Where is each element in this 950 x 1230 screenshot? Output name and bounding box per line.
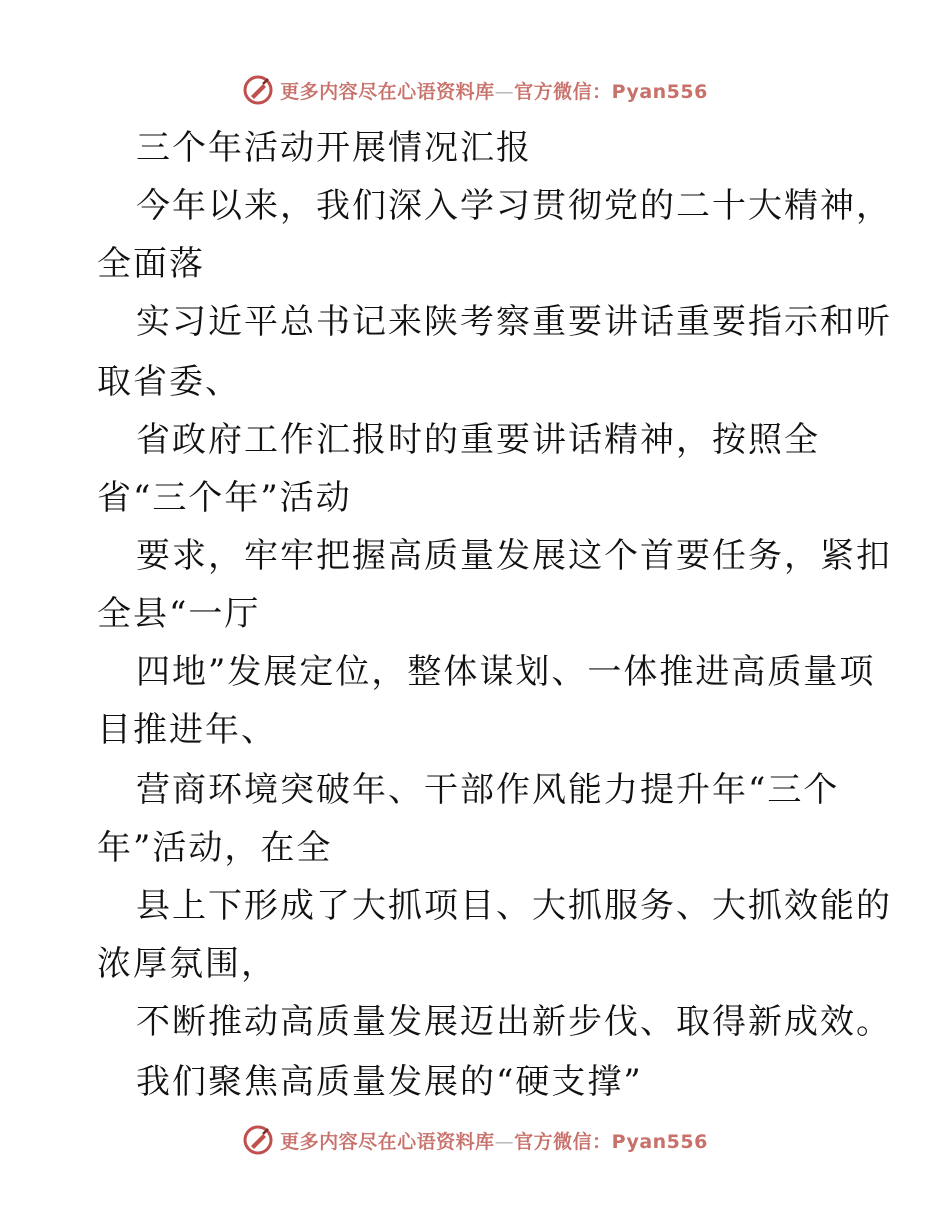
header-banner-text: 更多内容尽在心语资料库—官方微信：Pyan556: [280, 80, 708, 103]
body-line: 四地”发展定位，整体谋划、一体推进高质量项: [136, 652, 876, 692]
body-line: 浓厚氛围，: [97, 944, 277, 984]
footer-banner-text: 更多内容尽在心语资料库—官方微信：Pyan556: [280, 1130, 708, 1153]
header-watermark-banner: [0, 72, 950, 108]
body-line: 省政府工作汇报时的重要讲话精神，按照全: [136, 420, 820, 460]
body-line: 营商环境突破年、干部作风能力提升年“三个: [136, 770, 840, 810]
body-line: 县上下形成了大抓项目、大抓服务、大抓效能的: [136, 886, 892, 926]
brand-logo-icon: [242, 74, 274, 106]
body-line: 年”活动，在全: [97, 828, 333, 868]
body-line: 省“三个年”活动: [97, 478, 352, 518]
document-title: 三个年活动开展情况汇报: [136, 128, 532, 168]
body-line: 我们聚焦高质量发展的“硬支撑”: [136, 1062, 643, 1102]
body-line: 不断推动高质量发展迈出新步伐、取得新成效。: [136, 1002, 892, 1042]
body-line: 要求，牢牢把握高质量发展这个首要任务，紧扣: [136, 536, 892, 576]
body-line: 全县“一厅: [97, 594, 261, 634]
body-line: 实习近平总书记来陕考察重要讲话重要指示和听: [136, 302, 892, 342]
brand-logo-icon: [242, 1124, 274, 1156]
body-line: 全面落: [97, 244, 205, 284]
footer-watermark-banner: [0, 1122, 950, 1158]
body-line: 取省委、: [97, 362, 241, 402]
body-line: 今年以来，我们深入学习贯彻党的二十大精神，: [136, 186, 892, 226]
body-line: 目推进年、: [97, 710, 277, 750]
